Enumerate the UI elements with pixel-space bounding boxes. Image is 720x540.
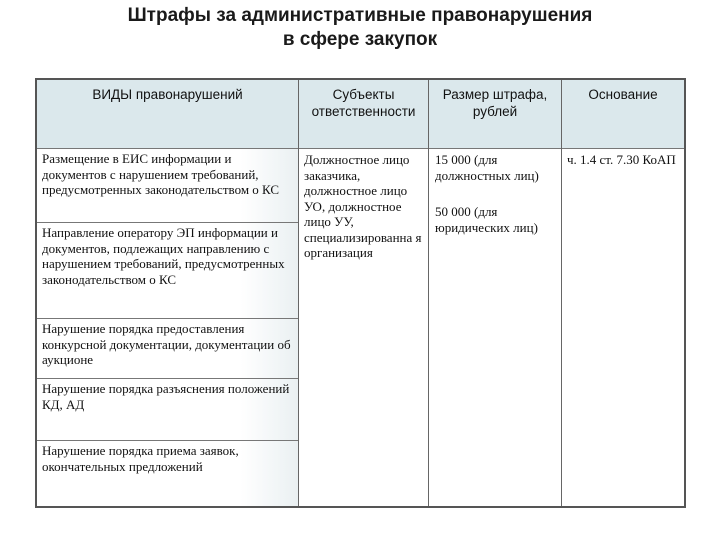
fines-table: [35, 78, 686, 508]
fine-officials: 15 000 (для должностных лиц): [435, 152, 539, 183]
slide-title: [0, 4, 720, 52]
violation-item: Направление оператору ЭП информации и документов, подлежащих направлению с нарушением требований, предусмотренных законодательством о КС: [37, 223, 298, 319]
header-violation-types: ВИДЫ правонарушений: [92, 87, 243, 102]
column-divider: [428, 80, 429, 506]
column-divider: [298, 80, 299, 506]
header-basis: Основание: [588, 87, 658, 102]
slide-title-line-1: Штрафы за административные правонарушения: [127, 5, 593, 26]
violations-column: [37, 149, 298, 506]
header-subjects: Субъекты ответственности: [311, 87, 416, 119]
header-fine-amount: Размер штрафа, рублей: [442, 87, 548, 119]
violation-item: Нарушение порядка разъяснения положений КД, АД: [37, 379, 298, 441]
fine-legal-entities: 50 000 (для юридических лиц): [435, 204, 538, 235]
violation-item: Размещение в ЕИС информации и документов с нарушением требований, предусмотренных законодательством о КС: [37, 149, 298, 223]
basis-cell: ч. 1.4 ст. 7.30 КоАП: [567, 152, 676, 167]
subjects-cell: Должностное лицо заказчика, должностное лицо УО, должностное лицо УУ, специализированна я организация: [304, 152, 422, 260]
column-divider: [561, 80, 562, 506]
violation-item: Нарушение порядка предоставления конкурсной документации, документации об аукционе: [37, 319, 298, 379]
slide-title-line-2: в сфере закупок: [282, 29, 438, 50]
violation-item: Нарушение порядка приема заявок, окончательных предложений: [37, 441, 298, 506]
